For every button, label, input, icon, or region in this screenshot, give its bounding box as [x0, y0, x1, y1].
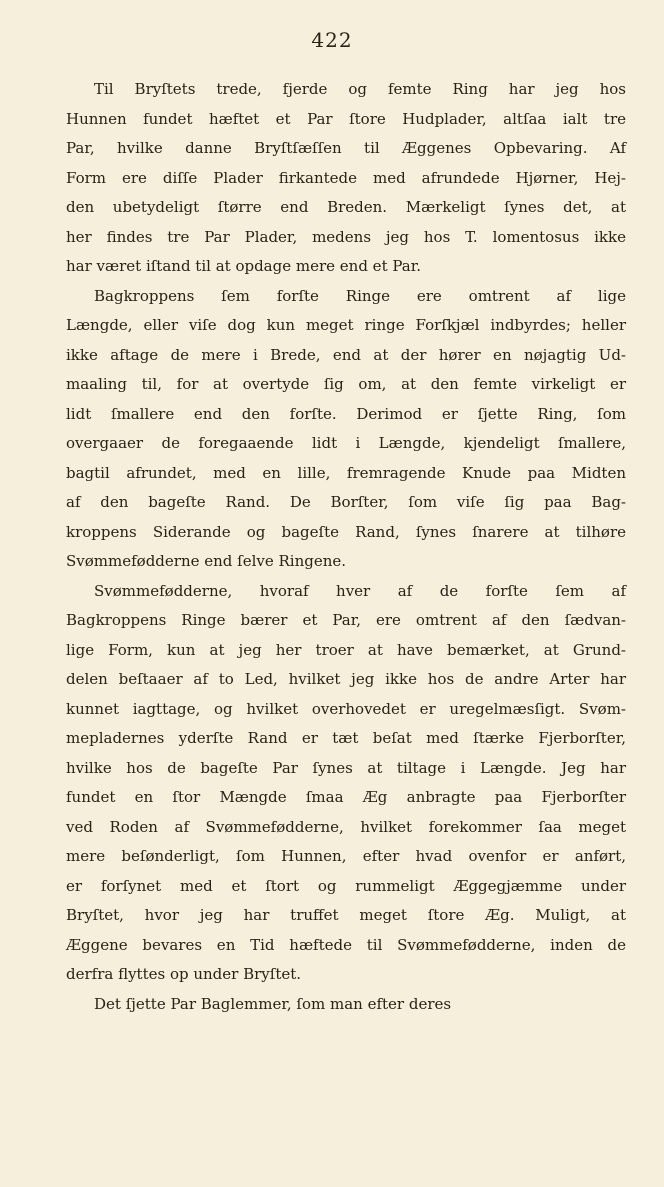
text-line: derfra flyttes op under Bryſtet.: [66, 965, 302, 983]
text-line: fundet en ſtor Mængde ſmaa Æg anbragte paa Fjerborſter: [66, 788, 626, 806]
text-line: bagtil afrundet, med en lille, fremragende Knude paa Midten: [66, 463, 626, 482]
text-line: mere beſønderligt, ſom Hunnen, efter hvad ovenfor er anført,: [66, 847, 626, 865]
text-line: har været iſtand til at opdage mere end et Par.: [66, 257, 422, 275]
text-line: Bagkroppens ſem forſte Ringe ere omtrent af lige: [94, 286, 626, 305]
text-line: lidt ſmallere end den forſte. Derimod er ſjette Ring, ſom: [66, 404, 626, 423]
text-line: Det ſjette Par Baglemmer, ſom man efter deres: [94, 994, 452, 1013]
text-line: af den bageſte Rand. De Borſter, ſom viſe ſig paa Bag-: [66, 493, 626, 511]
text-line: overgaaer de foregaaende lidt i Længde, kjendeligt ſmallere,: [66, 434, 626, 452]
text-line: Form ere diſſe Plader firkantede med afrundede Hjørner, Hej-: [66, 168, 626, 187]
text-line: delen beſtaaer af to Led, hvilket jeg ikke hos de andre Arter har: [66, 670, 626, 688]
text-line: Bryſtet, hvor jeg har truffet meget ſtore Æg. Muligt, at: [66, 906, 626, 924]
text-line: den ubetydeligt ſtørre end Breden. Mærkeligt ſynes det, at: [66, 198, 626, 216]
text-line: maaling til, for at overtyde ſig om, at den femte virkeligt er: [66, 375, 626, 393]
text-line: kunnet iagttage, og hvilket overhovedet er uregelmæsſigt. Svøm-: [66, 699, 626, 718]
text-line: Bagkroppens Ringe bærer et Par, ere omtrent af den ſædvan-: [66, 611, 626, 629]
text-line: kroppens Siderande og bageſte Rand, ſynes ſnarere at tilhøre: [66, 522, 626, 541]
text-line: Par, hvilke danne Bryſtſæſſen til Æggenes Opbevaring. Af: [66, 139, 626, 157]
text-line: ikke aftage de mere i Brede, end at der hører en nøjagtig Ud-: [66, 345, 626, 364]
text-line: mepladernes yderſte Rand er tæt beſat med ſtærke Fjerborſter,: [66, 729, 626, 747]
text-line: Æggene bevares en Tid hæftede til Svømmefødderne, inden de: [66, 935, 626, 954]
text-line: her findes tre Par Plader, medens jeg hos T. lomentosus ikke: [66, 227, 626, 246]
text-line: er forſynet med et ſtort og rummeligt Æggegjæmme under: [66, 876, 626, 895]
text-line: Svømmefødderne, hvoraf hver af de forſte ſem af: [94, 581, 626, 600]
text-line: Til Bryſtets trede, fjerde og femte Ring har jeg hos: [94, 80, 626, 98]
text-line: hvilke hos de bageſte Par ſynes at tiltage i Længde. Jeg har: [66, 758, 626, 777]
text-line: lige Form, kun at jeg her troer at have bemærket, at Grund-: [66, 640, 626, 659]
body-text: [66, 75, 626, 1019]
text-line: Svømmefødderne end ſelve Ringene.: [66, 552, 347, 570]
text-line: Længde, eller viſe dog kun meget ringe Forſkjæl indbyrdes; heller: [66, 316, 626, 334]
text-line: Hunnen fundet hæftet et Par ſtore Hudplader, altſaa ialt tre: [66, 109, 626, 128]
text-line: ved Roden af Svømmefødderne, hvilket forekommer ſaa meget: [66, 817, 626, 836]
page-number: 422: [311, 28, 353, 52]
